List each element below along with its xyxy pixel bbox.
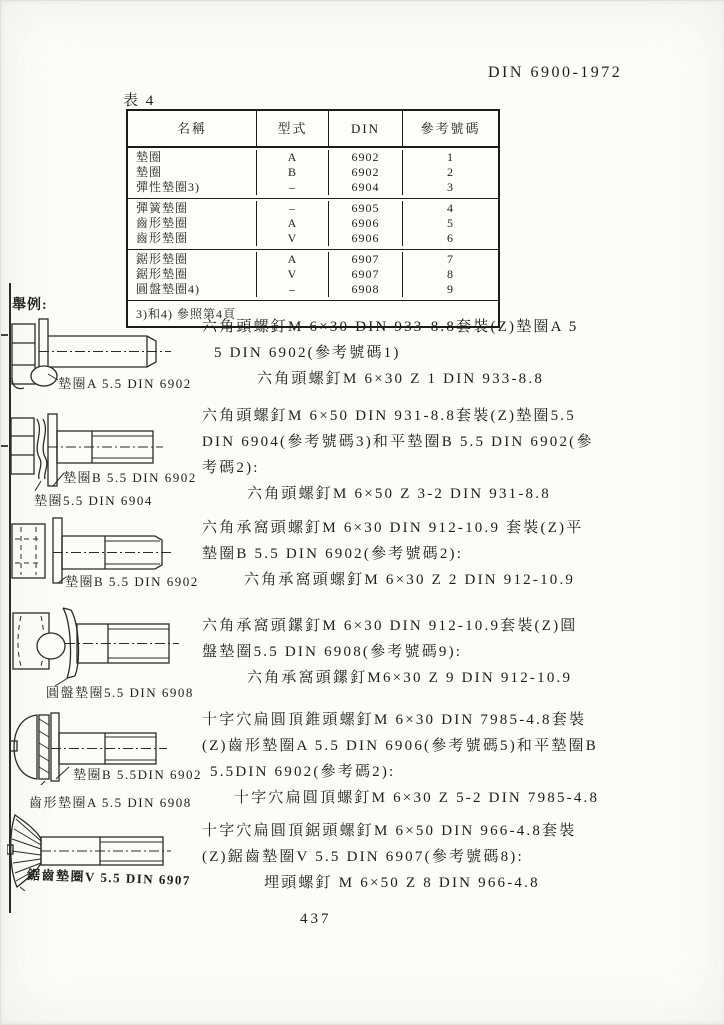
figure-caption: 墊圈B 5.5 DIN 6902 bbox=[65, 574, 199, 589]
example-block-3 bbox=[202, 515, 684, 593]
column-header-type: 型式 bbox=[256, 111, 328, 146]
table-group-1 bbox=[128, 148, 498, 199]
example-block-2 bbox=[202, 403, 684, 507]
table-row: 鋸形墊圈 A 6907 7 bbox=[128, 252, 498, 267]
example-line: 六角承窩頭鏍釘M 6×30 DIN 912-10.9套裝(Z)圓 bbox=[202, 618, 578, 634]
figure-caption: 圓盤墊圈5.5 DIN 6908 bbox=[46, 685, 194, 700]
example-line: 六角頭螺釘M 6×50 DIN 931-8.8套裝(Z)墊圈5.5 bbox=[202, 408, 576, 424]
table-group-2 bbox=[128, 199, 498, 250]
example-line: 考碼2): bbox=[202, 460, 260, 476]
example-result: 埋頭螺釘 M 6×50 Z 8 DIN 966-4.8 bbox=[264, 875, 540, 891]
column-header-ref: 參考號碼 bbox=[402, 111, 498, 146]
example-block-1 bbox=[202, 314, 684, 392]
example-line: 5.5DIN 6902(參考碼2): bbox=[210, 764, 396, 780]
table-row: 圓盤墊圈4) – 6908 9 bbox=[128, 282, 498, 297]
table-row: 齒形墊圈 A 6906 5 bbox=[128, 216, 498, 231]
example-result: 六角承窩頭螺釘M 6×30 Z 2 DIN 912-10.9 bbox=[244, 572, 576, 588]
example-line: 十字穴扁圓頂錐頭螺釘M 6×30 DIN 7985-4.8套裝 bbox=[202, 712, 587, 728]
standard-number: DIN 6900-1972 bbox=[488, 64, 623, 81]
example-result: 六角頭螺釘M 6×30 Z 1 DIN 933-8.8 bbox=[257, 371, 545, 387]
table-row: 彈性墊圈3) – 6904 3 bbox=[128, 180, 498, 195]
figure-caption: 墊圈A 5.5 DIN 6902 bbox=[58, 376, 192, 391]
example-result: 六角頭螺釘M 6×50 Z 3-2 DIN 931-8.8 bbox=[247, 486, 551, 502]
figure-caption: 墊圈5.5 DIN 6904 bbox=[34, 493, 153, 508]
example-line: 十字穴扁圓頂鋸頭螺釘M 6×50 DIN 966-4.8套裝 bbox=[202, 823, 577, 839]
figure-caption: 鋸齒墊圈V 5.5 DIN 6907 bbox=[26, 867, 192, 888]
example-line: 墊圈B 5.5 DIN 6902(參考號碼2): bbox=[202, 546, 464, 562]
table-row: 彈簧墊圈 – 6905 4 bbox=[128, 201, 498, 216]
example-line: 盤墊圈5.5 DIN 6908(參考號碼9): bbox=[202, 644, 463, 660]
column-header-din: DIN bbox=[328, 111, 402, 146]
washer-table bbox=[126, 109, 500, 328]
example-line: (Z)齒形墊圈A 5.5 DIN 6906(參考號碼5)和平墊圈B bbox=[202, 738, 598, 754]
example-line: 5 DIN 6902(參考號碼1) bbox=[214, 345, 401, 361]
figure-caption: 墊圈B 5.5 DIN 6902 bbox=[63, 470, 197, 485]
figure-caption: 墊圈B 5.5DIN 6902 bbox=[73, 767, 203, 782]
table-group-3 bbox=[128, 250, 498, 301]
table-footnote: 3)和4) 參照第4頁 bbox=[136, 307, 236, 321]
examples-label: 舉例: bbox=[12, 298, 48, 313]
example-result: 六角承窩頭鏍釘M6×30 Z 9 DIN 912-10.9 bbox=[247, 670, 573, 686]
scan-mark bbox=[1, 334, 8, 336]
table-row: 鋸形墊圈 V 6907 8 bbox=[128, 267, 498, 282]
table-caption: 表 4 bbox=[123, 93, 156, 109]
example-block-6 bbox=[202, 818, 684, 896]
figure-caption: 齒形墊圈A 5.5 DIN 6908 bbox=[29, 795, 192, 810]
example-result: 十字穴扁圓頂螺釘M 6×30 Z 5-2 DIN 7985-4.8 bbox=[234, 790, 600, 806]
table-row: 墊圈 A 6902 1 bbox=[128, 150, 498, 165]
example-line: DIN 6904(參考號碼3)和平墊圈B 5.5 DIN 6902(參 bbox=[202, 434, 594, 450]
example-block-4 bbox=[202, 613, 684, 691]
column-header-name: 名稱 bbox=[176, 121, 207, 136]
example-line: (Z)鋸齒墊圈V 5.5 DIN 6907(參考號碼8): bbox=[202, 849, 524, 865]
table-header-row bbox=[128, 111, 498, 148]
example-line: 六角頭螺釘M 6×30 DIN 933-8.8套裝(Z)墊圈A 5 bbox=[202, 319, 579, 335]
table-row: 墊圈 B 6902 2 bbox=[128, 165, 498, 180]
table-row: 齒形墊圈 V 6906 6 bbox=[128, 231, 498, 246]
page-number: 437 bbox=[300, 911, 332, 927]
example-line: 六角承窩頭螺釘M 6×30 DIN 912-10.9 套裝(Z)平 bbox=[202, 520, 584, 536]
example-block-5 bbox=[202, 707, 684, 811]
